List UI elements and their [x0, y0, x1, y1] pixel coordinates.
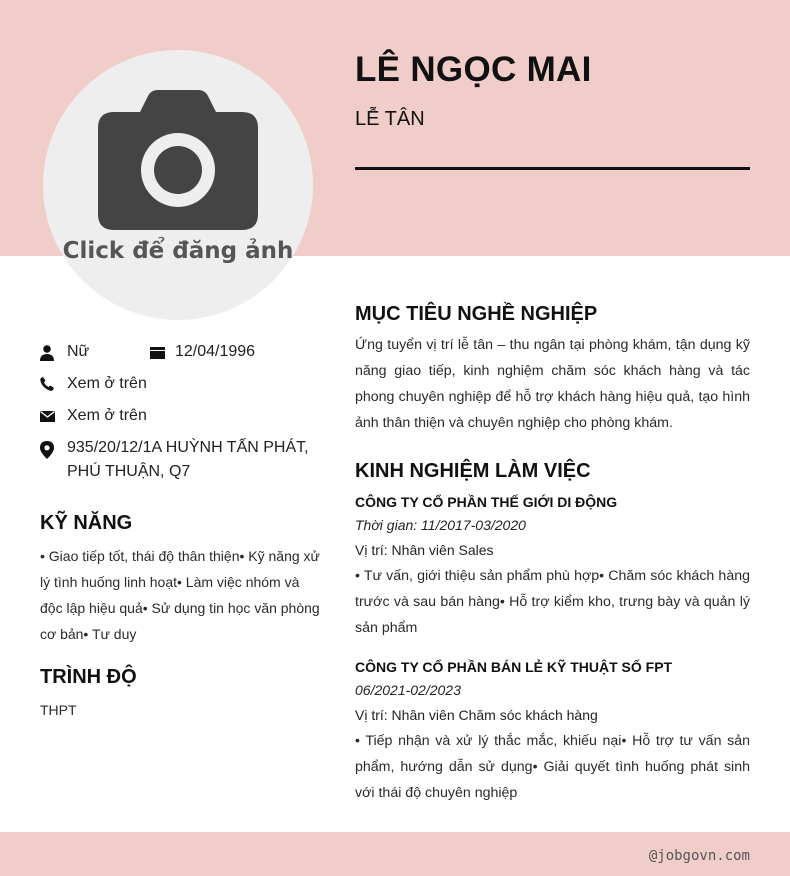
person-icon [40, 345, 56, 361]
job-company: CÔNG TY CỔ PHẦN THẾ GIỚI DI ĐỘNG [355, 494, 618, 510]
skills-line: độc lập hiệu quả• Sử dụng tin học văn phòng [40, 600, 320, 616]
birthdate-value: 12/04/1996 [175, 343, 256, 360]
job-company: CÔNG TY CỔ PHẦN BÁN LẺ KỸ THUẬT SỐ FPT [355, 659, 673, 675]
location-pin-icon [40, 441, 56, 457]
gender-value: Nữ [67, 343, 90, 360]
skills-line: lý tình huống linh hoạt• Làm việc nhóm và [40, 574, 300, 590]
phone-icon [40, 377, 56, 393]
address-line-1: 935/20/12/1A HUỲNH TẤN PHÁT, [67, 439, 309, 456]
experience-heading: KINH NGHIỆM LÀM VIỆC [355, 460, 591, 482]
objective-text: Ứng tuyển vị trí lễ tân – thu ngân tại phòng khám, tận dụng kỹ năng giao tiếp, kinh nghiệm chăm sóc khách hàng và tác phong chuyên nghiệp để hỗ trợ khách hàng hiệu quả, tạo hình ảnh thân thiện và chuyên nghiệp cho phòng khám. [355, 337, 750, 431]
phone-value: Xem ở trên [67, 375, 147, 392]
job-role: Vị trí: Nhân viên Chăm sóc khách hàng [355, 707, 598, 723]
education-heading: TRÌNH ĐỘ [40, 666, 137, 688]
skills-line: cơ bản• Tư duy [40, 626, 137, 642]
education-level: THPT [40, 702, 77, 718]
profile-photo-upload[interactable] [43, 50, 313, 320]
candidate-name: LÊ NGỌC MAI [355, 50, 592, 89]
job-role: Vị trí: Nhân viên Sales [355, 542, 494, 558]
job-period: Thời gian: 11/2017-03/2020 [355, 517, 526, 533]
envelope-icon [40, 410, 56, 426]
email-value: Xem ở trên [67, 407, 147, 424]
job-description: • Tư vấn, giới thiệu sản phẩm phù hợp• Chăm sóc khách hàng trước và sau bán hàng• Hỗ trợ kiểm kho, trưng bày và quản lý sản phẩm [355, 568, 750, 636]
title-divider [355, 167, 750, 170]
camera-icon [98, 90, 258, 232]
job-period: 06/2021-02/2023 [355, 682, 461, 698]
skills-heading: KỸ NĂNG [40, 512, 133, 534]
calendar-icon [150, 346, 166, 362]
job-description: • Tiếp nhận và xử lý thắc mắc, khiếu nại• Hỗ trợ tư vấn sản phẩm, hướng dẫn sử dụng• Giải quyết tình huống phát sinh với thái độ chuyên nghiệp [355, 733, 750, 801]
skills-line: • Giao tiếp tốt, thái độ thân thiện• Kỹ năng xử [40, 548, 320, 564]
objective-heading: MỤC TIÊU NGHỀ NGHIỆP [355, 303, 598, 325]
footer-brand: @jobgovn.com [648, 848, 750, 864]
skills-list [40, 543, 325, 647]
address-line-2: PHÚ THUẬN, Q7 [67, 463, 191, 480]
job-title: LỄ TÂN [355, 108, 425, 130]
photo-upload-caption: Click để đăng ảnh [62, 238, 294, 264]
